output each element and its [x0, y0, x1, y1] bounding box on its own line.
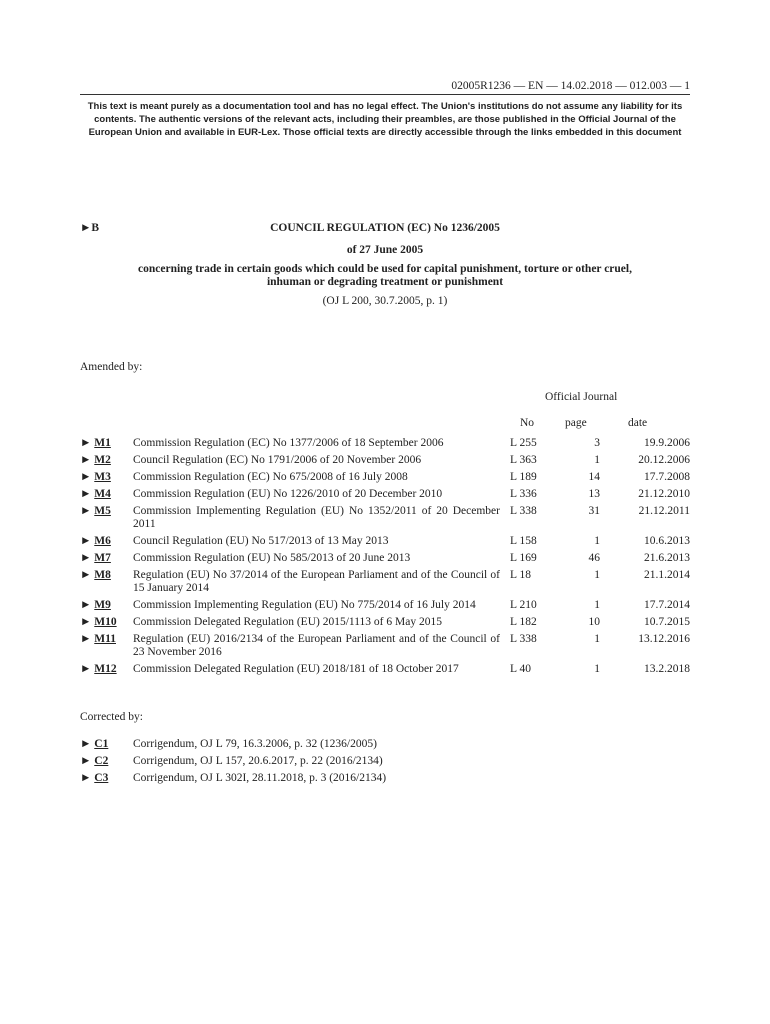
amendment-description: Commission Regulation (EU) No 1226/2010 of 20 December 2010	[133, 488, 443, 500]
amendment-marker-link[interactable]: ► M11	[80, 633, 116, 645]
amendment-code[interactable]: M9	[94, 599, 111, 611]
amendment-code[interactable]: M11	[94, 633, 116, 645]
amendment-row	[80, 569, 690, 599]
amendment-description: Commission Regulation (EC) No 675/2008 of 16 July 2008	[133, 471, 408, 483]
col-date-header: date	[628, 417, 648, 429]
amendment-marker-link[interactable]: ► M10	[80, 616, 117, 628]
amendment-row	[80, 599, 690, 616]
amendment-row	[80, 471, 690, 488]
oj-number: L 255	[510, 437, 537, 449]
amendment-description: Commission Regulation (EC) No 1377/2006 of 18 September 2006	[133, 437, 444, 449]
oj-number: L 336	[510, 488, 537, 500]
amendment-code[interactable]: M5	[94, 505, 111, 517]
corrigendum-marker-link[interactable]: ► C2	[80, 755, 109, 767]
amendment-code[interactable]: M4	[94, 488, 111, 500]
oj-page: 13	[588, 488, 600, 500]
amendment-code[interactable]: M7	[94, 552, 111, 564]
oj-page: 3	[594, 437, 600, 449]
oj-page: 1	[594, 535, 600, 547]
amendment-marker-link[interactable]: ► M3	[80, 471, 111, 483]
amendment-code[interactable]: M1	[94, 437, 111, 449]
oj-number: L 189	[510, 471, 537, 483]
corrigendum-code[interactable]: C1	[94, 738, 109, 750]
amendment-marker-link[interactable]: ► M2	[80, 454, 111, 466]
oj-page: 1	[594, 454, 600, 466]
oj-reference: (OJ L 200, 30.7.2005, p. 1)	[322, 295, 448, 307]
amended-by-label: Amended by:	[80, 361, 143, 373]
corrigendum-code[interactable]: C3	[94, 772, 109, 784]
amendment-code[interactable]: M3	[94, 471, 111, 483]
oj-number: L 18	[510, 569, 531, 581]
corrigendum-item	[80, 738, 386, 755]
regulation-subject: concerning trade in certain goods which could be used for capital punishment, torture or other cruel, inhuman or degrading treatment or punishment	[138, 263, 632, 288]
oj-page: 1	[594, 663, 600, 675]
amendment-description: Regulation (EU) No 37/2014 of the European Parliament and of the Council of 15 January 2014	[133, 569, 500, 594]
corrigenda-list	[80, 738, 386, 789]
amendment-code[interactable]: M12	[94, 663, 117, 675]
oj-number: L 169	[510, 552, 537, 564]
amendment-description: Regulation (EU) 2016/2134 of the European Parliament and of the Council of 23 November 2016	[133, 633, 500, 658]
amendment-description: Commission Implementing Regulation (EU) No 775/2014 of 16 July 2014	[133, 599, 476, 611]
amendment-code[interactable]: M8	[94, 569, 111, 581]
oj-number: L 158	[510, 535, 537, 547]
amendment-description: Council Regulation (EU) No 517/2013 of 13 May 2013	[133, 535, 389, 547]
oj-number: L 40	[510, 663, 531, 675]
amendment-row	[80, 616, 690, 633]
amendment-row	[80, 552, 690, 569]
oj-page: 31	[588, 505, 600, 517]
oj-date: 10.7.2015	[644, 616, 690, 628]
regulation-title: COUNCIL REGULATION (EC) No 1236/2005	[270, 222, 500, 234]
oj-date: 13.2.2018	[644, 663, 690, 675]
oj-page: 14	[588, 471, 600, 483]
amendment-description: Commission Regulation (EU) No 585/2013 of 20 June 2013	[133, 552, 411, 564]
oj-date: 21.12.2010	[638, 488, 690, 500]
oj-date: 21.12.2011	[638, 505, 690, 517]
corrigendum-item	[80, 755, 386, 772]
page-header: 02005R1236 — EN — 14.02.2018 — 012.003 — 1	[80, 80, 690, 95]
amendment-description: Council Regulation (EC) No 1791/2006 of 20 November 2006	[133, 454, 422, 466]
oj-date: 21.1.2014	[644, 569, 690, 581]
oj-date: 17.7.2014	[644, 599, 690, 611]
oj-page: 46	[588, 552, 600, 564]
oj-date: 17.7.2008	[644, 471, 690, 483]
amendment-row	[80, 488, 690, 505]
amendment-marker-link[interactable]: ► M7	[80, 552, 111, 564]
amendment-description: Commission Delegated Regulation (EU) 2018/181 of 18 October 2017	[133, 663, 459, 675]
amendment-code[interactable]: M6	[94, 535, 111, 547]
amendment-marker-link[interactable]: ► M4	[80, 488, 111, 500]
amendment-row	[80, 663, 690, 680]
amendment-marker-link[interactable]: ► M8	[80, 569, 111, 581]
amendment-code[interactable]: M2	[94, 454, 111, 466]
oj-number: L 363	[510, 454, 537, 466]
regulation-date: of 27 June 2005	[346, 244, 424, 256]
corrigendum-description: Corrigendum, OJ L 302I, 28.11.2018, p. 3 (2016/2134)	[133, 772, 387, 784]
corrigendum-code[interactable]: C2	[94, 755, 109, 767]
base-marker-link[interactable]: ►B	[80, 222, 100, 234]
oj-page: 1	[594, 633, 600, 645]
amendment-row	[80, 535, 690, 552]
oj-date: 10.6.2013	[644, 535, 690, 547]
amendment-row	[80, 633, 690, 663]
corrected-by-label: Corrected by:	[80, 711, 143, 723]
amendment-marker-link[interactable]: ► M5	[80, 505, 111, 517]
amendment-marker-link[interactable]: ► M12	[80, 663, 117, 675]
amendment-marker-link[interactable]: ► M1	[80, 437, 111, 449]
oj-page: 10	[588, 616, 600, 628]
oj-date: 21.6.2013	[644, 552, 690, 564]
oj-date: 20.12.2006	[638, 454, 690, 466]
oj-date: 13.12.2016	[638, 633, 690, 645]
oj-date: 19.9.2006	[644, 437, 690, 449]
amendment-marker-link[interactable]: ► M9	[80, 599, 111, 611]
corrigendum-description: Corrigendum, OJ L 157, 20.6.2017, p. 22 (2016/2134)	[133, 755, 383, 767]
amendment-row	[80, 454, 690, 471]
amendment-row	[80, 505, 690, 535]
amendment-row	[80, 437, 690, 454]
amendment-description: Commission Implementing Regulation (EU) No 1352/2011 of 20 December 2011	[133, 505, 500, 530]
oj-page: 1	[594, 599, 600, 611]
col-page-header: page	[565, 417, 587, 429]
corrigendum-item	[80, 772, 386, 789]
corrigendum-description: Corrigendum, OJ L 79, 16.3.2006, p. 32 (1236/2005)	[133, 738, 377, 750]
amendment-marker-link[interactable]: ► M6	[80, 535, 111, 547]
corrigendum-marker-link[interactable]: ► C1	[80, 738, 109, 750]
amendment-description: Commission Delegated Regulation (EU) 2015/1113 of 6 May 2015	[133, 616, 442, 628]
col-no-header: No	[520, 417, 535, 429]
oj-page: 1	[594, 569, 600, 581]
corrigendum-marker-link[interactable]: ► C3	[80, 772, 109, 784]
disclaimer: This text is meant purely as a documentation tool and has no legal effect. The Union's institutions do not assume any liability for its contents. The authentic versions of the relevant acts, including their preambles, are those published in the Official Journal of the European Union and available in EUR-Lex. Those official texts are directly accessible through the links embedded in this document	[87, 101, 683, 138]
official-journal-heading: Official Journal	[545, 391, 618, 403]
amendments-table	[80, 437, 690, 680]
oj-number: L 338	[510, 633, 537, 645]
amendment-code[interactable]: M10	[94, 616, 117, 628]
oj-number: L 338	[510, 505, 537, 517]
oj-number: L 210	[510, 599, 537, 611]
oj-number: L 182	[510, 616, 537, 628]
